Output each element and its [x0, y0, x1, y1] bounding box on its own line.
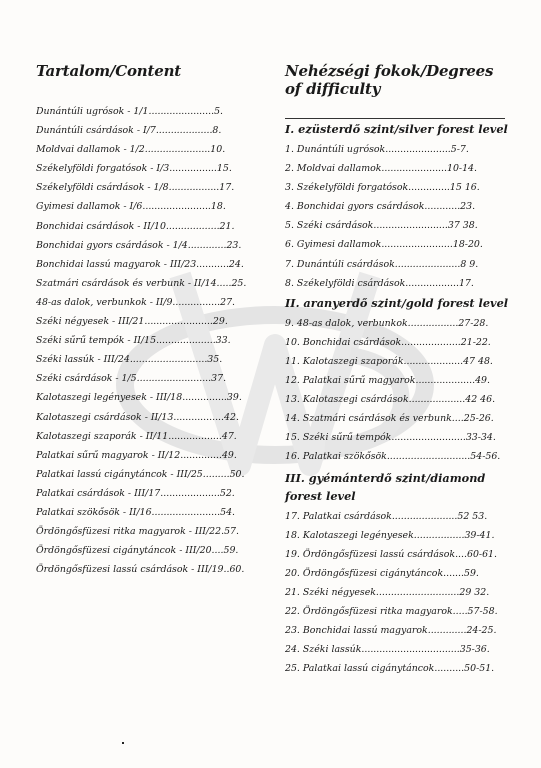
difficulty-item: 2. Moldvai dallamok......................10-14. [285, 163, 477, 175]
contents-list [36, 102, 248, 579]
difficulty-item: 7. Dunántúli csárdások......................8 9. [285, 258, 479, 270]
contents-item: Székelyföldi csárdások - 1/8.................17. [36, 182, 235, 194]
difficulty-item: 15. Széki sűrű tempók.........................33-34. [285, 432, 496, 444]
difficulty-item: 21. Széki négyesek............................29 32. [285, 586, 490, 598]
difficulty-column [285, 62, 510, 678]
contents-item: Dunántúli csárdások - I/7...................8. [36, 125, 222, 137]
level-3-list [285, 507, 510, 679]
difficulty-item: 20. Ördöngősfüzesi cigánytáncok.......59. [285, 567, 479, 579]
difficulty-item: 5. Széki csárdások.........................37 38. [285, 220, 478, 232]
contents-column [36, 62, 248, 579]
level-3-title: III. gyémánterdő szint/diamond forest level [285, 470, 486, 503]
level-1-title: I. ezüsterdő szint/silver forest level [285, 122, 508, 136]
contents-heading: Tartalom/Content [36, 62, 182, 80]
contents-item: Ördöngősfüzesi cigánytáncok - III/20....59. [36, 545, 239, 557]
contents-item: 48-as dalok, verbunkok - II/9................27. [36, 296, 236, 308]
contents-item: Kalotaszegi szaporák - II/11..................47. [36, 430, 237, 442]
difficulty-item: 4. Bonchidai gyors csárdások............23. [285, 201, 476, 213]
difficulty-item: 14. Szatmári csárdások és verbunk....25-26. [285, 413, 494, 425]
difficulty-item: 1. Dunántúli ugrósok......................5-7. [285, 144, 469, 155]
contents-item: Széki lassúk - III/24..........................35. [36, 354, 223, 366]
contents-item: Széki négyesek - III/21.......................29. [36, 316, 228, 328]
contents-item: Palatkai csárdások - III/17....................52. [36, 487, 235, 499]
contents-item: Palatkai lassú cigánytáncok - III/25.........50. [36, 468, 245, 480]
difficulty-item: 17. Palatkai csárdások......................52 53. [285, 510, 488, 522]
difficulty-item: 18. Kalotaszegi legényesek.................39-41. [285, 529, 495, 541]
contents-item: Bonchidai gyors csárdások - 1/4.............23. [36, 239, 242, 251]
difficulty-item: 11. Kalotaszegi szaporák....................47 48. [285, 355, 493, 367]
contents-item: Szatmári csárdások és verbunk - II/14.....25. [36, 277, 247, 289]
level-2-list [285, 314, 510, 467]
difficulty-item: 22. Ördöngősfüzesi ritka magyarok.....57-58. [285, 605, 498, 617]
contents-item: Széki sűrű tempók - II/15....................33. [36, 335, 231, 347]
difficulty-item: 6. Gyimesi dallamok........................18-20. [285, 239, 483, 251]
contents-item: Székelyföldi forgatósok - I/3................15. [36, 163, 232, 175]
contents-item: Kalotaszegi csárdások - II/13.................42. [36, 411, 239, 423]
difficulty-item: 24. Széki lassúk.................................35-36. [285, 644, 490, 656]
difficulty-item: 13. Kalotaszegi csárdások...................42 46. [285, 394, 496, 406]
difficulty-heading: Nehézségi fokok/Degrees of difficulty [285, 62, 494, 98]
difficulty-item: 3. Székelyföldi forgatósok..............15 16. [285, 182, 480, 194]
contents-item: Bonchidai lassú magyarok - III/23...........24. [36, 258, 244, 270]
level-2-title: II. aranyerdő szint/gold forest level [285, 295, 509, 310]
contents-item: Moldvai dallamok - 1/2......................10. [36, 144, 226, 156]
difficulty-item: 9. 48-as dalok, verbunkok.................27-28. [285, 317, 489, 329]
contents-item: Ördöngősfüzesi ritka magyarok - III/22.57. [36, 526, 239, 538]
difficulty-item: 8. Székelyföldi csárdások..................17. [285, 277, 474, 289]
contents-item: Dunántúli ugrósok - 1/1......................5. [36, 106, 224, 117]
difficulty-item: 25. Palatkai lassú cigánytáncok..........50-51. [285, 663, 495, 675]
difficulty-item: 16. Palatkai szökősök............................54-56. [285, 451, 501, 463]
difficulty-item: 19. Ördöngősfüzesi lassú csárdások....60-61. [285, 548, 497, 560]
contents-item: Kalotaszegi legényesek - III/18...............39. [36, 392, 242, 404]
difficulty-item: 23. Bonchidai lassú magyarok.............24-25. [285, 625, 497, 637]
contents-item: Palatkai szökősök - II/16.......................54. [36, 506, 236, 518]
page-mark [122, 742, 124, 744]
contents-item: Bonchidai csárdások - II/10..................21. [36, 220, 235, 232]
level-1-list [285, 140, 510, 293]
contents-item: Gyimesi dallamok - I/6.......................18. [36, 201, 226, 213]
difficulty-item: 12. Palatkai sűrű magyarok....................49. [285, 375, 490, 387]
heading-divider [285, 118, 505, 119]
contents-item: Ördöngősfüzesi lassú csárdások - III/19..60. [36, 564, 245, 576]
contents-item: Széki csárdások - 1/5.........................37. [36, 373, 227, 385]
contents-item: Palatkai sűrű magyarok - II/12..............49. [36, 449, 237, 461]
difficulty-item: 10. Bonchidai csárdások....................21-22. [285, 336, 491, 348]
